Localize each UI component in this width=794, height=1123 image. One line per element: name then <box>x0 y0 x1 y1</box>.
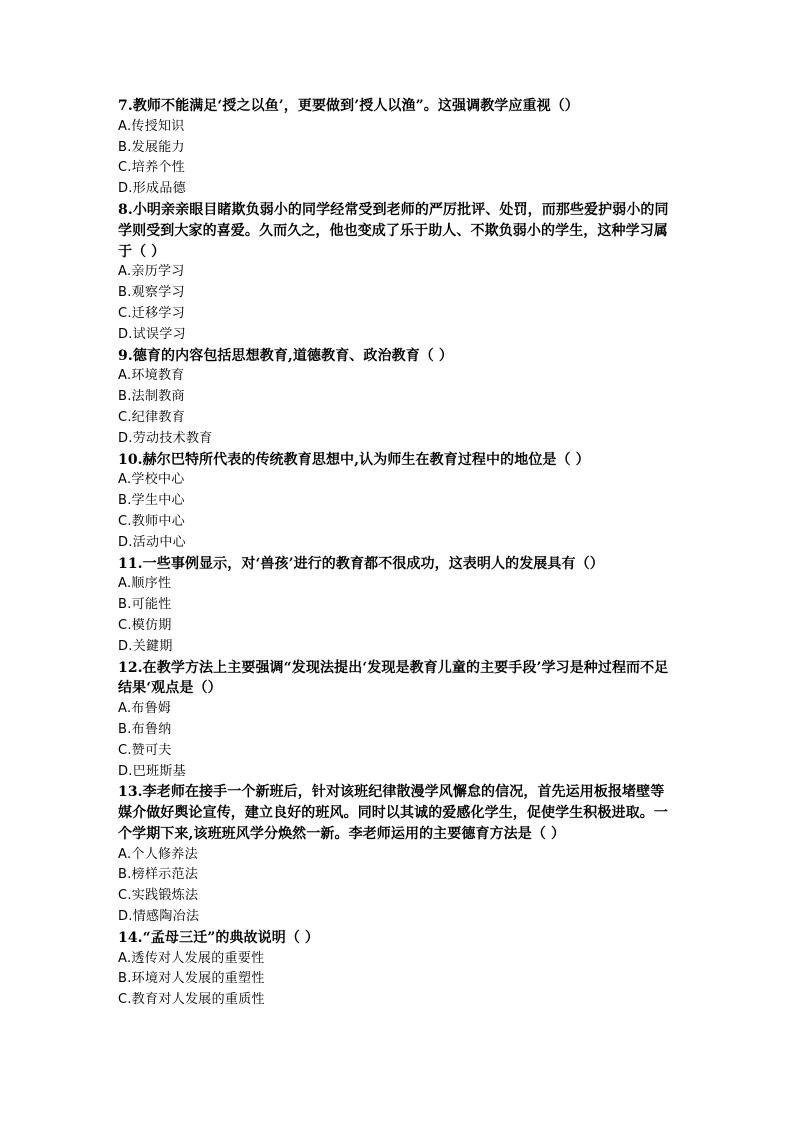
option-a: A.环境教育 <box>118 368 185 384</box>
option-b: B.可能性 <box>118 597 172 613</box>
question-stem: 8.小明亲亲眼目睹欺负弱小的同学经常受到老师的严厉批评、处罚，而那些爱护弱小的同学则受到大家的喜爱。久而久之，他也变成了乐于助人、不欺负弱小的学生，这种学习属于（ ） <box>118 201 669 260</box>
question-block <box>118 346 678 450</box>
question-block <box>118 782 678 928</box>
option-c: C.赞可夫 <box>118 742 172 758</box>
question-block <box>118 658 678 783</box>
option-d: D.劳动技术教育 <box>118 430 213 446</box>
question-block <box>118 96 678 200</box>
option-a: A.传授知识 <box>118 118 185 134</box>
option-c: C.实践锻炼法 <box>118 888 199 904</box>
option-d: D.巴班斯基 <box>118 763 186 779</box>
option-c: C.教师中心 <box>118 513 186 529</box>
option-b: B.观察学习 <box>118 285 185 301</box>
question-block <box>118 200 678 346</box>
option-b: B.法制教商 <box>118 389 185 405</box>
option-c: C.教育对人发展的重质性 <box>118 992 265 1008</box>
question-block <box>118 928 678 1011</box>
option-b: B.学生中心 <box>118 493 185 509</box>
question-block <box>118 450 678 554</box>
option-a: A.亲历学习 <box>118 264 185 280</box>
option-d: D.形成品德 <box>118 181 186 197</box>
option-b: B.发展能力 <box>118 139 185 155</box>
question-stem: 11.一些事例显示，对‘兽孩’进行的教育都不很成功，这表明人的发展具有（） <box>118 555 604 572</box>
question-stem: 12.在教学方法上主要强调“发现法提出‘发现是教育儿童的主要手段’学习是种过程而不足结果‘观点是（） <box>118 659 669 697</box>
option-c: C.模仿期 <box>118 617 172 633</box>
option-b: B.环境对人发展的重塑性 <box>118 971 265 987</box>
option-d: D.关鍵期 <box>118 638 173 654</box>
option-d: D.试误学习 <box>118 326 186 342</box>
question-stem: 9.德育的内容包括思想教育,道德教育、政治教育（ ） <box>118 347 453 364</box>
option-a: A.学校中心 <box>118 472 185 488</box>
question-stem: 10.赫尔巴特所代表的传统教育思想中,认为师生在教育过程中的地位是（ ） <box>118 451 590 468</box>
option-d: D.情感陶冶法 <box>118 909 200 925</box>
option-c: C.纪律教育 <box>118 409 186 425</box>
question-stem: 14.“孟母三迁”的典故说明（ ） <box>118 929 320 946</box>
option-a: A.个人修养法 <box>118 846 198 862</box>
option-b: B.布鲁纳 <box>118 721 172 737</box>
question-stem: 13.李老师在接手一个新班后，针对该班纪律散漫学风懈怠的信况，首先运用板报堵壁等媒介做好舆论宣传，建立良好的班风。同时以其诚的爱感化学生，促使学生积极进取。一个学期下来,该班班风学分焕然一新。李老师运用的主要德育方法是（ ） <box>118 784 668 842</box>
option-a: A.顺序性 <box>118 576 172 592</box>
option-d: D.活动中心 <box>118 534 186 550</box>
document-page <box>118 96 678 1011</box>
question-stem: 7.教师不能满足‘授之以鱼’，更要做到’授人以渔”。这强调教学应重视（） <box>118 98 579 114</box>
option-a: A.布鲁姆 <box>118 701 172 717</box>
option-c: C.培养个性 <box>118 160 186 176</box>
option-c: C.迁移学习 <box>118 305 186 321</box>
option-b: B.榜样示范法 <box>118 867 199 883</box>
option-a: A.透传对人发展的重要性 <box>118 950 265 966</box>
question-block <box>118 554 678 658</box>
